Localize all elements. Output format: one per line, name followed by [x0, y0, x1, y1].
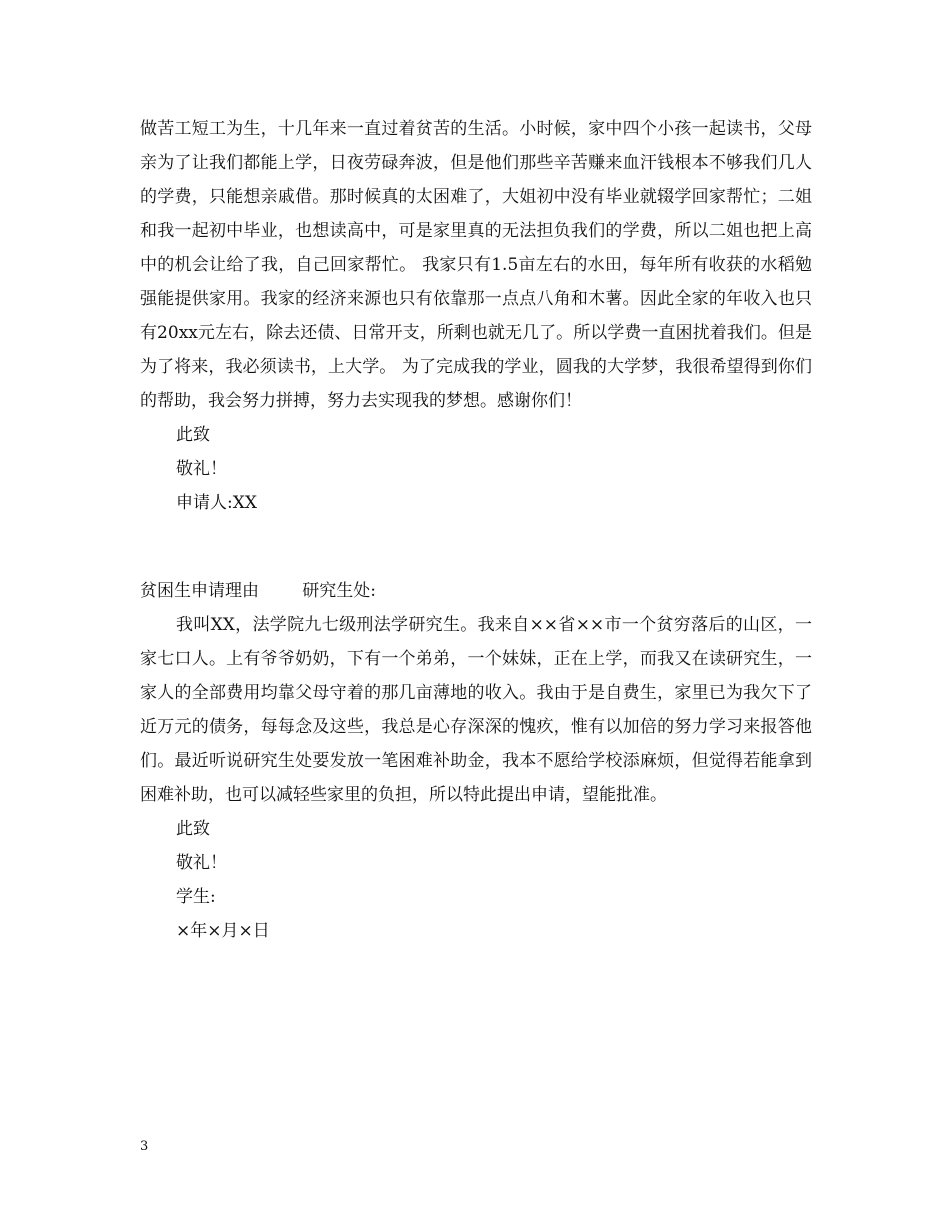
letter-2	[140, 574, 812, 948]
page-number: 3	[140, 1139, 149, 1154]
letter-1	[140, 112, 812, 520]
letter-1-applicant: 申请人:XX	[176, 493, 257, 513]
letter-2-salute: 敬礼！	[176, 853, 227, 873]
letter-2-date: ×年×月×日	[176, 921, 270, 941]
letter-2-closing: 此致	[176, 819, 210, 839]
letter-1-salute: 敬礼！	[176, 459, 227, 479]
letter-2-signature: 学生:	[176, 887, 216, 907]
letter-2-body: 我叫XX，法学院九七级刑法学研究生。我来自××省××市一个贫穷落后的山区，一家七口人。上有爷爷奶奶，下有一个弟弟，一个妹妹，正在上学，而我又在读研究生，一家人的全部费用均靠父母守着的那几亩薄地的收入。我由于是自费生，家里已为我欠下了近万元的债务，每每念及这些，我总是心存深深的愧疚，惟有以加倍的努力学习来报答他们。最近听说研究生处要发放一笔困难补助金，我本不愿给学校添麻烦，但觉得若能拿到困难补助，也可以减轻些家里的负担，所以特此提出申请，望能批准。	[140, 615, 812, 805]
letter-2-heading: 贫困生申请理由 研究生处:	[140, 581, 376, 601]
letter-1-closing: 此致	[176, 425, 210, 445]
letter-1-body: 做苦工短工为生，十几年来一直过着贫苦的生活。小时候，家中四个小孩一起读书，父母亲为了让我们都能上学，日夜劳碌奔波，但是他们那些辛苦赚来血汗钱根本不够我们几人的学费，只能想亲戚借。那时候真的太困难了，大姐初中没有毕业就辍学回家帮忙；二姐和我一起初中毕业，也想读高中，可是家里真的无法担负我们的学费，所以二姐也把上高中的机会让给了我，自己回家帮忙。 我家只有1.5亩左右的水田，每年所有收获的水稻勉强能提供家用。我家的经济来源也只有依靠那一点点八角和木薯。因此全家的年收入也只有20xx元左右，除去还债、日常开支，所剩也就无几了。所以学费一直困扰着我们。但是为了将来，我必须读书，上大学。 为了完成我的学业，圆我的大学梦，我很希望得到你们的帮助，我会努力拼搏，努力去实现我的梦想。感谢你们！	[140, 119, 812, 411]
